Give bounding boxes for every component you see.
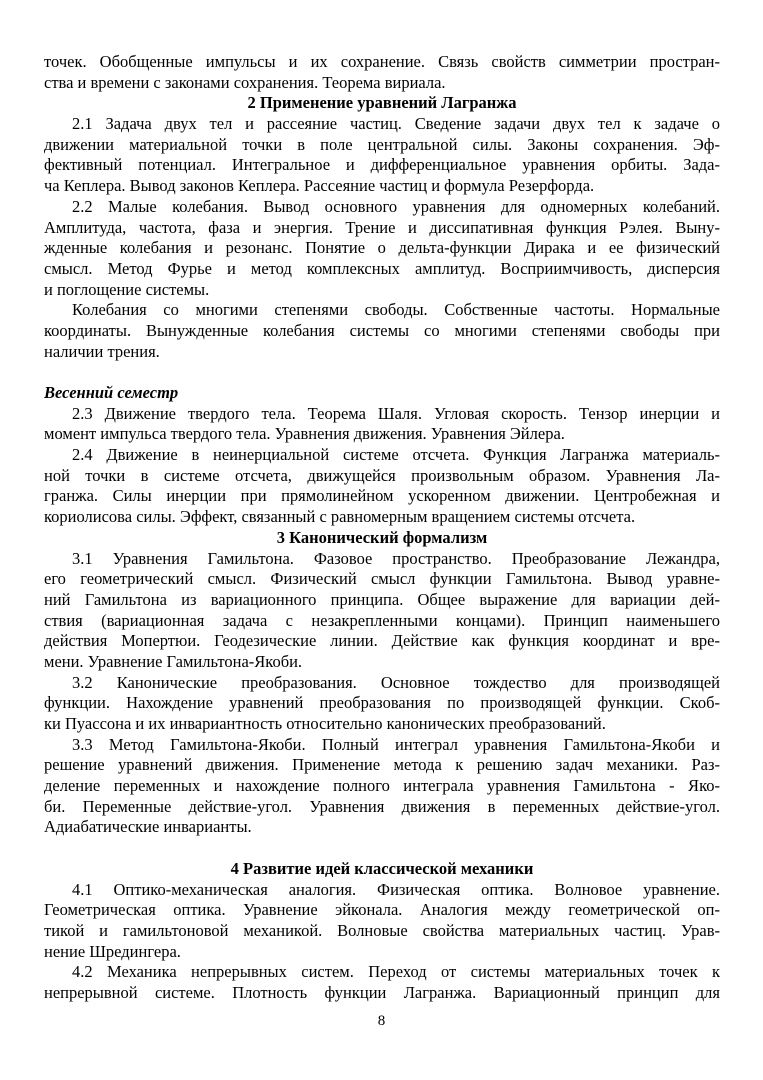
paragraph-2-1 <box>44 114 720 197</box>
text-line: мени. Уравнение Гамильтона-Якоби. <box>44 651 303 671</box>
text-line: ства и времени с законами сохранения. Теорема вириала. <box>44 72 446 92</box>
text-line: координаты. Вынужденные колебания системы со многими степенями свободы при <box>44 320 720 340</box>
text-line: 3.2 Канонические преобразования. Основное тождество для производящей <box>72 672 720 692</box>
page-number: 8 <box>377 1013 386 1029</box>
text-line: нение Шредингера. <box>44 941 181 961</box>
text-line: непрерывной системе. Плотность функции Лагранжа. Вариационный принцип для <box>44 982 720 1002</box>
text-line: решение уравнений движения. Применение метода к решению задач механики. Раз- <box>44 755 720 775</box>
text-line: жденные колебания и резонанс. Понятие о дельта-функции Дирака и ее физический <box>44 238 720 258</box>
text-line: Геометрическая оптика. Уравнение эйконала. Аналогия между геометрической оп- <box>44 900 720 920</box>
text-line: 3.1 Уравнения Гамильтона. Фазовое пространство. Преобразование Лежандра, <box>72 548 720 568</box>
text-line: кориолисова силы. Эффект, связанный с равномерным вращением системы отсчета. <box>44 507 636 527</box>
text-line: функции. Нахождение уравнений преобразования по производящей функции. Скоб- <box>44 693 720 713</box>
text-line: наличии трения. <box>44 341 160 361</box>
text-line: ний Гамильтона из вариационного принципа. Общее выражение для вариации дей- <box>44 589 720 609</box>
text-line: ствия (вариационная задача с незакрепленными концами). Принцип наименьшего <box>44 610 720 630</box>
text-line: ча Кеплера. Вывод законов Кеплера. Рассеяние частиц и формула Резерфорда. <box>44 176 595 196</box>
paragraph-4-2 <box>44 962 720 1003</box>
text-line: 2.1 Задача двух тел и рассеяние частиц. Сведение задачи двух тел к задаче о <box>72 114 720 134</box>
paragraph-3-1 <box>44 549 720 673</box>
text-line: движении материальной точки в поле центральной силы. Законы сохранения. Эф- <box>44 134 720 154</box>
page-content <box>44 52 720 1004</box>
text-line: би. Переменные действие-угол. Уравнения движения в переменных действие-угол. <box>44 796 720 816</box>
text-line: 2.2 Малые колебания. Вывод основного уравнения для одномерных колебаний. <box>72 196 720 216</box>
text-line: деление переменных и нахождение полного интеграла уравнения Гамильтона - Яко- <box>44 776 720 796</box>
text-line: 4.2 Механика непрерывных систем. Переход от системы материальных точек к <box>72 962 720 982</box>
paragraph <box>44 300 720 362</box>
text-line: и поглощение системы. <box>44 279 210 299</box>
paragraph <box>44 52 720 93</box>
text-line: точек. Обобщенные импульсы и их сохранение. Связь свойств симметрии простран- <box>44 52 720 71</box>
text-line: 2.3 Движение твердого тела. Теорема Шаля. Угловая скорость. Тензор инерции и <box>72 403 720 423</box>
section-heading-4: 4 Развитие идей классической механики <box>230 858 534 878</box>
paragraph-2-4 <box>44 445 720 528</box>
subheading-spring-semester: Весенний семестр <box>44 383 179 402</box>
text-line: ки Пуассона и их инвариантность относительно канонических преобразований. <box>44 714 606 733</box>
text-line: 2.4 Движение в неинерциальной системе отсчета. Функция Лагранжа материаль- <box>72 445 720 465</box>
paragraph-4-1 <box>44 880 720 963</box>
text-line: Колебания со многими степенями свободы. Собственные частоты. Нормальные <box>72 300 720 320</box>
text-line: 3.3 Метод Гамильтона-Якоби. Полный интеграл уравнения Гамильтона-Якоби и <box>72 734 720 754</box>
text-line: ной точки в системе отсчета, движущейся произвольным образом. Уравнения Ла- <box>44 465 720 485</box>
text-line: его геометрический смысл. Физический смысл функции Гамильтона. Вывод уравне- <box>44 569 720 589</box>
section-heading-3: 3 Канонический формализм <box>276 527 488 547</box>
text-line: Адиабатические инварианты. <box>44 817 252 837</box>
text-line: фективный потенциал. Интегральное и дифференциальное уравнения орбиты. Зада- <box>44 155 720 175</box>
paragraph-3-2 <box>44 673 720 735</box>
text-line: гранжа. Силы инерции при прямолинейном ускоренном движении. Центробежная и <box>44 486 720 506</box>
paragraph-2-3 <box>44 404 720 445</box>
text-line: действия Мопертюи. Геодезические линии. Действие как функция координат и вре- <box>44 631 720 651</box>
text-line: момент импульса твердого тела. Уравнения движения. Уравнения Эйлера. <box>44 424 565 444</box>
text-line: тикой и гамильтоновой механикой. Волновые свойства материальных частиц. Урав- <box>44 920 720 940</box>
section-heading-2: 2 Применение уравнений Лагранжа <box>247 93 517 113</box>
paragraph-2-2 <box>44 197 720 300</box>
text-line: смысл. Метод Фурье и метод комплексных амплитуд. Восприимчивость, дисперсия <box>44 258 720 278</box>
text-line: 4.1 Оптико-механическая аналогия. Физическая оптика. Волновое уравнение. <box>72 879 720 899</box>
text-line: Амплитуда, частота, фаза и энергия. Трение и диссипативная функция Рэлея. Выну- <box>44 217 720 237</box>
paragraph-3-3 <box>44 735 720 838</box>
